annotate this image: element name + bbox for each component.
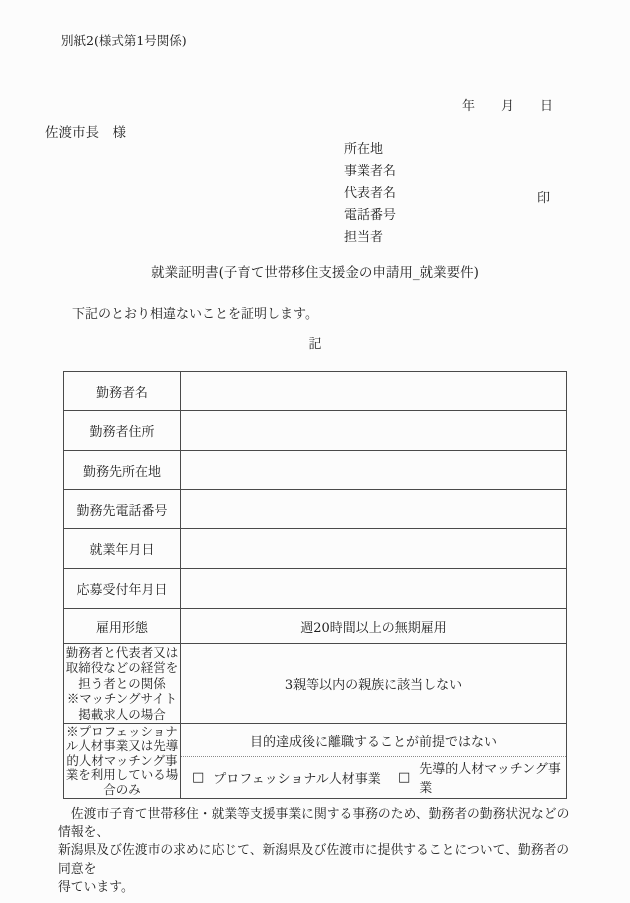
row-label: 勤務先電話番号 xyxy=(64,490,181,528)
checkbox-item-pioneering xyxy=(398,757,566,797)
label-line: 掲載求人の場合 xyxy=(78,706,166,722)
declaration-text: 下記のとおり相違ないことを証明します。 xyxy=(72,307,318,322)
sender-field-business-name: 事業者名 xyxy=(344,164,397,179)
certificate-table xyxy=(63,371,567,799)
checkbox-pioneering-icon[interactable]: □ xyxy=(398,769,411,785)
sender-block xyxy=(344,139,396,249)
premise-statement: 目的達成後に離職することが前提ではない xyxy=(181,724,566,757)
table-row-workplace-location xyxy=(64,451,566,490)
row-value-blank xyxy=(181,569,566,608)
row-label: 勤務者名 xyxy=(64,372,181,410)
consent-line: 得ています。 xyxy=(58,879,134,895)
checkbox-item-professional xyxy=(192,757,381,797)
label-line: ※プロフェッショナ xyxy=(66,723,178,739)
checkbox-pioneering-label: 先導的人材マッチング事業 xyxy=(419,762,561,796)
row-value: 3親等以内の親族に該当しない xyxy=(284,678,463,693)
row-value-blank xyxy=(181,372,566,410)
label-line: 合のみ xyxy=(103,781,141,797)
row-value xyxy=(181,724,566,798)
label-line: 業を利用している場 xyxy=(65,767,179,783)
attachment-label: 別紙2(様式第1号関係) xyxy=(61,33,187,48)
consent-paragraph xyxy=(58,806,576,897)
row-value-blank xyxy=(181,529,566,568)
row-label: 勤務者住所 xyxy=(64,411,181,450)
row-value-blank xyxy=(181,451,566,489)
table-row-employment-date xyxy=(64,529,566,569)
checkbox-professional-label: プロフェッショナル人材事業 xyxy=(213,771,381,787)
row-label: 就業年月日 xyxy=(64,529,181,568)
row-label: 勤務先所在地 xyxy=(64,451,181,489)
row-value: 週20時間以上の無期雇用 xyxy=(300,620,447,636)
sender-field-representative-name: 代表者名 xyxy=(344,186,397,201)
document-title: 就業証明書(子育て世帯移住支援金の申請用_就業要件) xyxy=(151,265,479,281)
label-line: 担う者との関係 xyxy=(78,675,166,691)
consent-line: 新潟県及び佐渡市の求めに応じて、新潟県及び佐渡市に提供することについて、勤務者の同意を xyxy=(58,843,570,877)
table-row-worker-name xyxy=(64,372,566,411)
record-marker: 記 xyxy=(308,337,322,352)
checkbox-row xyxy=(181,757,566,797)
label-line: 的人材マッチング事 xyxy=(66,752,178,768)
table-row-application-receipt-date xyxy=(64,569,566,609)
row-value-blank xyxy=(181,411,566,450)
label-line: 勤務者と代表者又は xyxy=(65,644,179,660)
checkbox-professional-icon[interactable]: □ xyxy=(192,769,205,785)
row-label xyxy=(64,724,181,798)
seal-mark: 印 xyxy=(537,191,551,206)
label-line: ル人材事業又は先導 xyxy=(65,738,179,754)
table-row-relationship xyxy=(64,644,566,724)
addressee: 佐渡市長 様 xyxy=(45,125,126,141)
row-label: 雇用形態 xyxy=(64,609,181,643)
row-label: 応募受付年月日 xyxy=(64,569,181,608)
table-row-workplace-phone xyxy=(64,490,566,529)
label-line: ※マッチングサイト xyxy=(66,691,178,707)
table-row-employment-type xyxy=(64,609,566,644)
table-row-worker-address xyxy=(64,411,566,451)
sender-field-contact-person: 担当者 xyxy=(344,230,384,245)
table-row-talent-program xyxy=(64,724,566,798)
label-line: 取締役などの経営を xyxy=(65,660,179,676)
row-label xyxy=(64,644,181,723)
sender-field-phone-number: 電話番号 xyxy=(344,208,397,223)
consent-line: 佐渡市子育て世帯移住・就業等支援事業に関する事務のため、勤務者の勤務状況などの情報を、 xyxy=(58,807,570,841)
row-value-blank xyxy=(181,490,566,528)
date-line: 年 月 日 xyxy=(462,99,554,114)
sender-field-location: 所在地 xyxy=(344,142,384,157)
